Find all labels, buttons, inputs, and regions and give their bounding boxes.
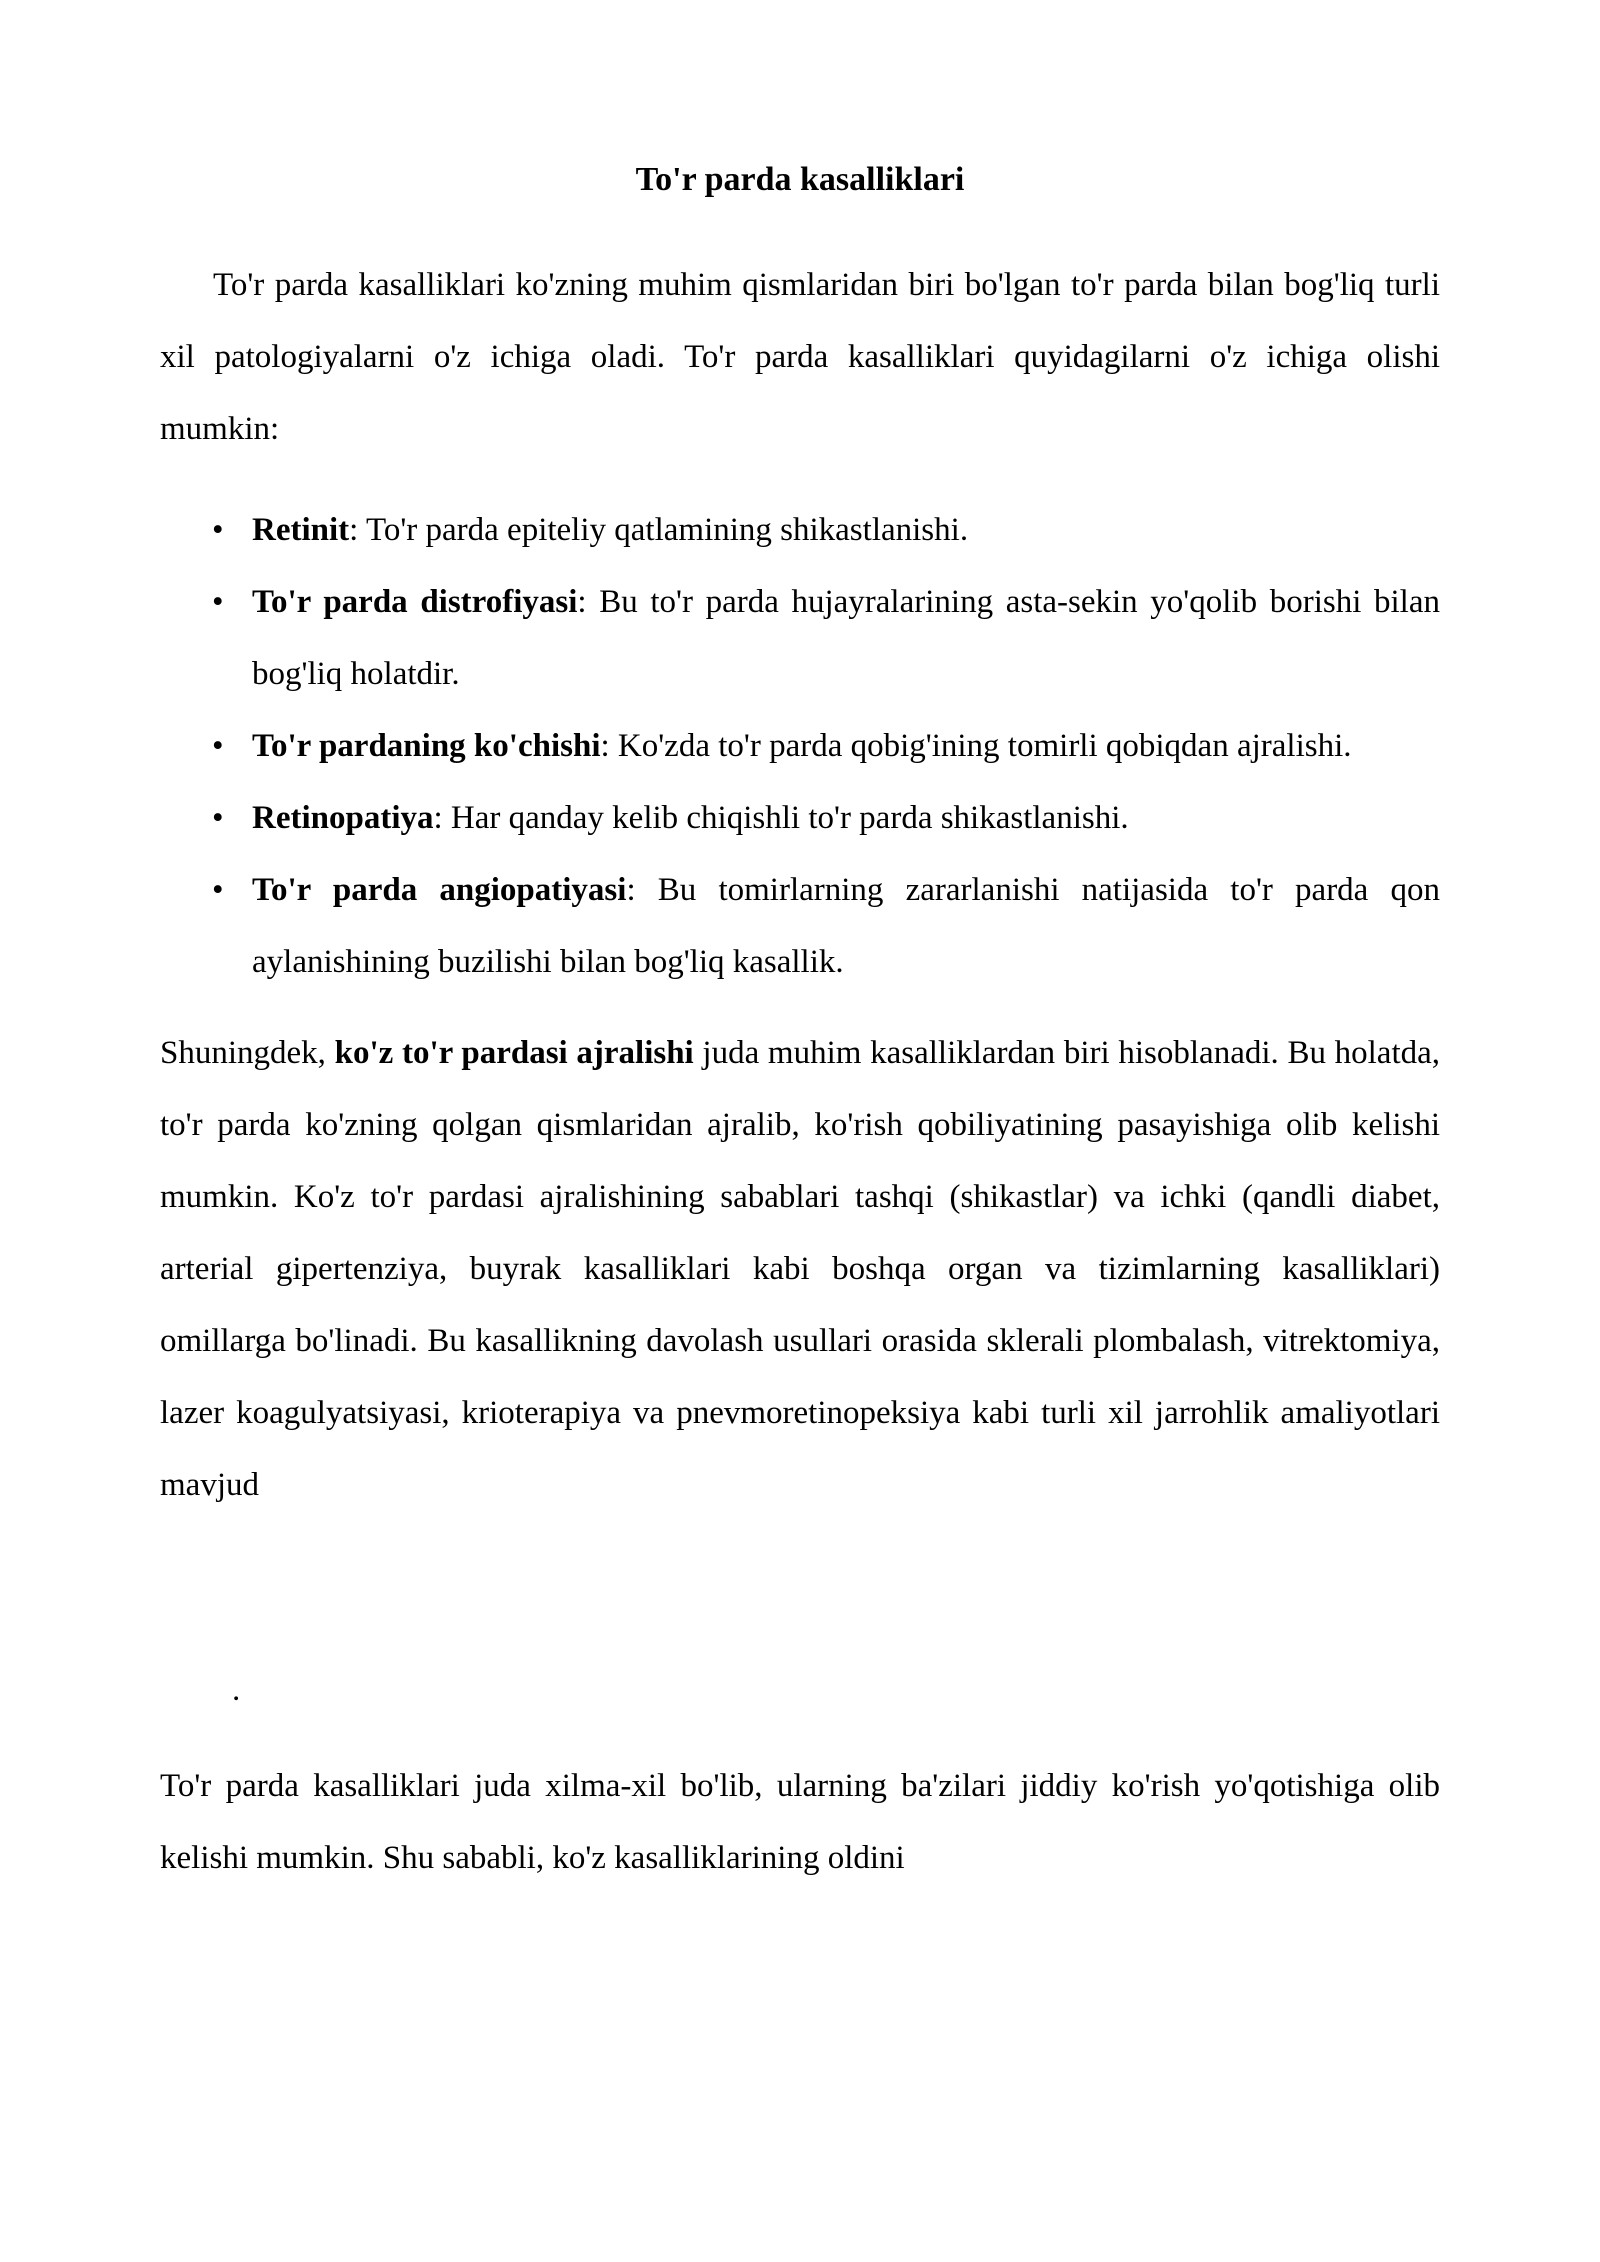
- bullet-icon: •: [212, 872, 224, 908]
- bullet-icon: •: [212, 584, 224, 620]
- list-item-text: : Har qanday kelib chiqishli to'r parda shikastlanishi.: [433, 800, 1129, 836]
- list-item-text: : Ko'zda to'r parda qobig'ining tomirli qobiqdan ajralishi.: [600, 728, 1352, 764]
- document-title: To'r parda kasalliklari: [635, 161, 965, 198]
- list-item: [160, 782, 1440, 854]
- list-item-term: Retinit: [252, 512, 350, 548]
- list-item-text: : Bu tomirlarning zararlanishi natijasida to'r parda qon aylanishining buzilishi bilan bog'liq kasallik.: [252, 872, 1440, 980]
- list-item: [160, 566, 1440, 710]
- bullet-icon: •: [212, 728, 224, 764]
- disease-list: [160, 494, 1440, 998]
- list-item: [160, 854, 1440, 998]
- bullet-icon: •: [212, 800, 224, 836]
- detachment-paragraph: [160, 1017, 1440, 1521]
- intro-paragraph: To'r parda kasalliklari ko'zning muhim qismlaridan biri bo'lgan to'r parda bilan bog'liq turli xil patologiyalarni o'z ichiga oladi. To'r parda kasalliklari quyidagilarni o'z ichiga olishi mumkin:: [160, 267, 1440, 447]
- closing-paragraph: To'r parda kasalliklari juda xilma-xil bo'lib, ularning ba'zilari jiddiy ko'rish yo'qotishiga olib kelishi mumkin. Shu sababli, ko'z kasalliklarining oldini: [160, 1768, 1440, 1876]
- list-item-text: : Bu to'r parda hujayralarining asta-sekin yo'qolib borishi bilan bog'liq holatdir.: [252, 584, 1440, 692]
- list-item-term: To'r parda distrofiyasi: [252, 584, 578, 620]
- list-item-term: To'r parda angiopatiyasi: [252, 872, 627, 908]
- list-item-term: Retinopatiya: [252, 800, 434, 836]
- list-item: [160, 710, 1440, 782]
- paragraph-lead: Shuningdek,: [160, 1035, 335, 1071]
- bullet-icon: •: [212, 512, 224, 548]
- list-item-text: : To'r parda epiteliy qatlamining shikastlanishi.: [349, 512, 969, 548]
- list-item: [160, 494, 1440, 566]
- paragraph-bold-phrase: ko'z to'r pardasi ajralishi: [334, 1035, 694, 1071]
- list-item-term: To'r pardaning ko'chishi: [252, 728, 601, 764]
- paragraph-rest: juda muhim kasalliklardan biri hisoblanadi. Bu holatda, to'r parda ko'zning qolgan qismlaridan ajralib, ko'rish qobiliyatining pasayishiga olib kelishi mumkin. Ko'z to'r pardasi ajralishining sabablari tashqi (shikastlar) va ichki (qandli diabet, arterial gipertenziya, buyrak kasalliklari kabi boshqa organ va tizimlarning kasalliklari) omillarga bo'linadi. Bu kasallikning davolash usullari orasida sklerali plombalash, vitrektomiya, lazer koagulyatsiyasi, krioterapiya va pnevmoretinopeksiya kabi turli xil jarrohlik amaliyotlari mavjud: [160, 1035, 1441, 1503]
- stray-period: .: [232, 1672, 241, 1708]
